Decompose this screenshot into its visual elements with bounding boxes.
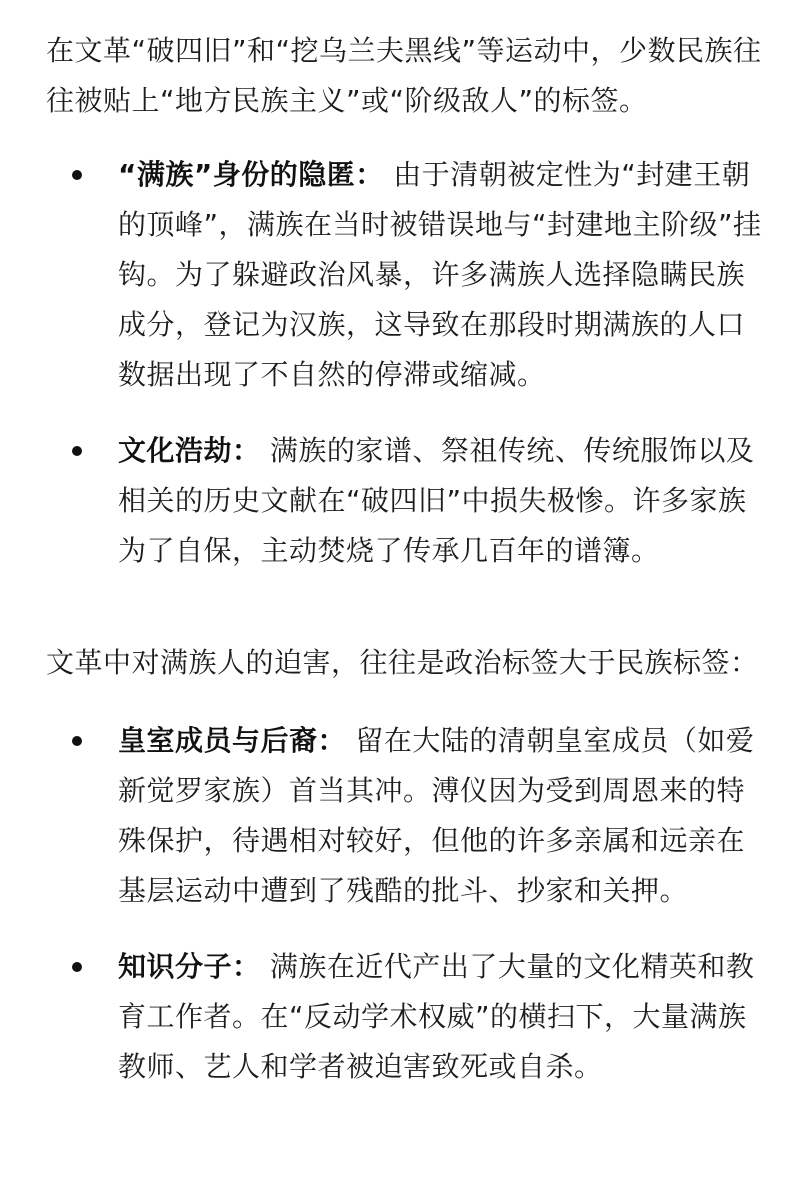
bullet-icon	[72, 736, 82, 746]
bullet-text: 满族的家谱、祭祖传统、传统服饰以及相关的历史文献在“破四旧”中损失极惨。许多家族为了自保，主动焚烧了传承几百年的谱簿。	[118, 434, 755, 567]
bullet-term: 皇室成员与后裔：	[118, 724, 347, 757]
list-item	[46, 716, 762, 916]
bullet-term: “满族”身份的隐匿：	[118, 158, 384, 191]
intro-paragraph: 在文革“破四旧”和“挖乌兰夫黑线”等运动中，少数民族往往被贴上“地方民族主义”或“阶级敌人”的标签。	[46, 34, 762, 117]
bullet-text: 由于清朝被定性为“封建王朝的顶峰”，满族在当时被错误地与“封建地主阶级”挂钩。为了躲避政治风暴，许多满族人选择隐瞒民族成分，登记为汉族，这导致在那段时期满族的人口数据出现了不自然的停滞或缩减。	[118, 158, 762, 391]
list-item	[46, 150, 762, 400]
bullet-text: 满族在近代产出了大量的文化精英和教育工作者。在“反动学术权威”的横扫下，大量满族教师、艺人和学者被迫害致死或自杀。	[118, 950, 755, 1083]
section1-bullet-list	[46, 150, 762, 576]
bullet-term: 文化浩劫：	[118, 434, 261, 467]
list-item	[46, 426, 762, 576]
bullet-icon	[72, 962, 82, 972]
bullet-text: 留在大陆的清朝皇室成员（如爱新觉罗家族）首当其冲。溥仪因为受到周恩来的特殊保护，待遇相对较好，但他的许多亲属和远亲在基层运动中遭到了残酷的批斗、抄家和关押。	[118, 724, 755, 907]
section2-bullet-list	[46, 716, 762, 1092]
bullet-icon	[72, 446, 82, 456]
section2-intro-paragraph: 文革中对满族人的迫害，往往是政治标签大于民族标签：	[46, 646, 759, 679]
bullet-icon	[72, 170, 82, 180]
bullet-term: 知识分子：	[118, 950, 261, 983]
list-item	[46, 942, 762, 1092]
